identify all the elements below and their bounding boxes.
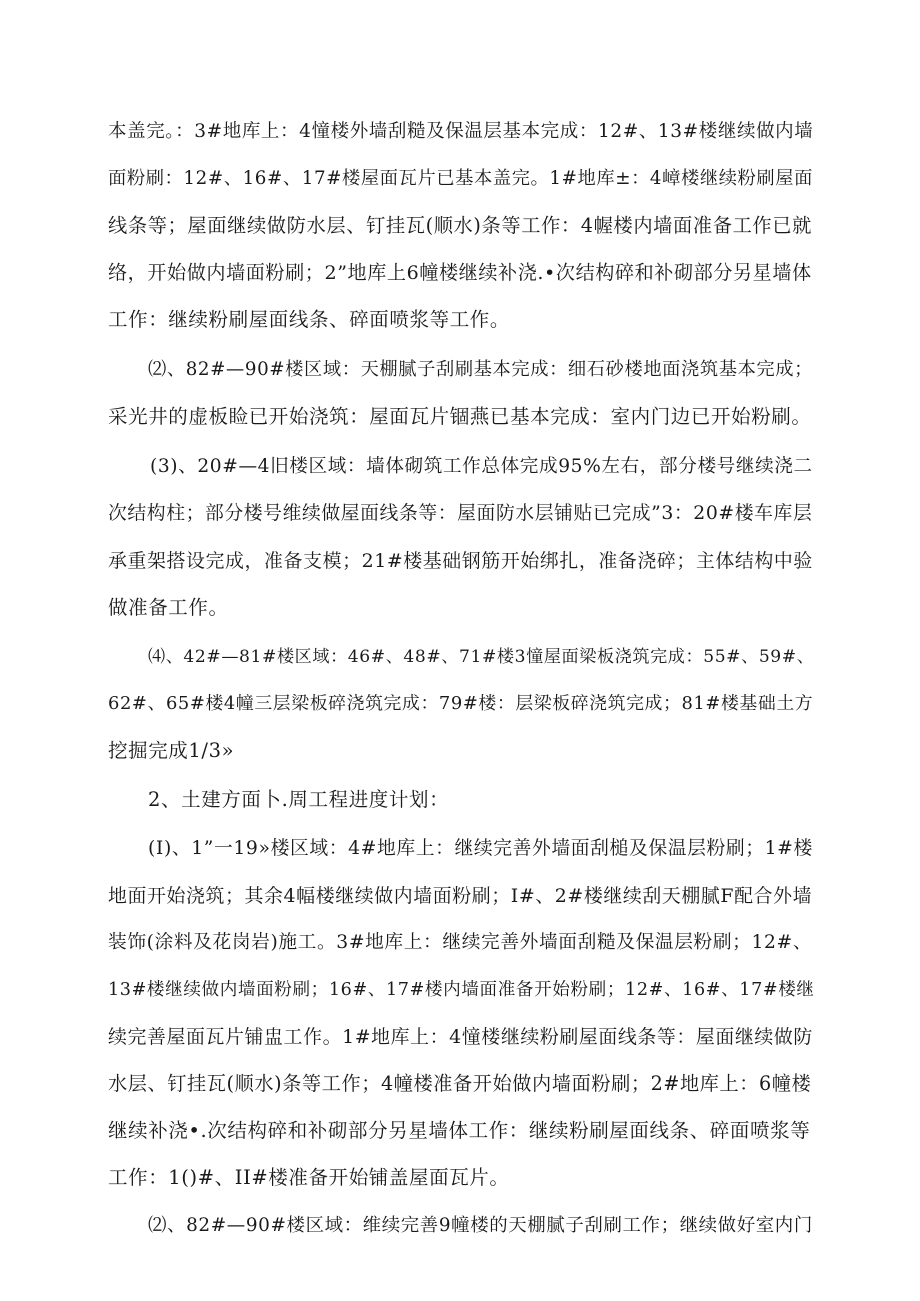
text-line: 本盖完。：3#地库上：4憧楼外墙刮糙及保温层基本完成：12#、13#楼继续做内墙 (108, 121, 814, 142)
text-line: 62#、65#楼4幢三层梁板碎浇筑完成：79#楼：层梁板碎浇筑完成；81#楼基础土方 (108, 693, 814, 714)
text-line: 面粉刷：12#、16#、17#楼屋面瓦片已基本盖完。1#地库±：4嶂楼继续粉刷屋面 (108, 168, 813, 189)
paragraph-start: (3)、20#—4旧楼区域：墙体砌筑工作总体完成95%左右，部分楼号继续浇二 (150, 456, 813, 477)
paragraph-start: (I)、1”一19»楼区域：4#地库上：继续完善外墙面刮槌及保温层粉刷；1#楼 (148, 838, 813, 859)
text-line: 采光井的虚板睑已开始浇筑：屋面瓦片锢燕已基本完成：室内门边已开始粉刷。 (108, 405, 812, 428)
text-line: 工作：1()#、II#楼准备开始铺盖屋面瓦片。 (108, 1166, 510, 1189)
text-line: 水层、钉挂瓦(顺水)条等工作；4幢楼准备开始做内墙面粉刷；2#地库上：6幢楼 (108, 1072, 812, 1095)
text-line: 次结构柱；部分楼号维续做屋面线条等：屋面防水层铺贴已完成”3：20#楼车库层 (108, 503, 813, 524)
text-line: 继续补浇•.次结构碎和补砌部分另星墙体工作：继续粉刷屋面线条、碎面喷浆等 (108, 1119, 811, 1142)
text-line: 线条等；屋面继续做防水层、钉挂瓦(顺水)条等工作：4幄楼内墙面准备工作已就 (108, 214, 812, 237)
text-line: 地面开始浇筑；其余4幅楼继续做内墙面粉刷；I#、2#楼继续刮天棚腻F配合外墙 (108, 885, 813, 907)
text-line: 工作：继续粉刷屋面线条、碎面喷浆等工作。 (108, 308, 511, 331)
paragraph-start: ⑵、82#—90#楼区域：维续完善9幢楼的天棚腻子刮刷工作；继续做好室内门 (148, 1215, 813, 1236)
text-line: 挖掘完成1/3» (108, 739, 235, 762)
text-line: 续完善屋面瓦片铺盅工作。1#地库上：4憧楼继续粉刷屋面线条等：屋面继续做防 (108, 1026, 813, 1048)
text-line: 承重架搭设完成，准备支模；21#楼基础钢筋开始绑扎，准备浇碎；主体结构中验 (108, 550, 813, 572)
paragraph-start: ⑷、42#—81#楼区域：46#、48#、71#楼3憧屋面梁板浇筑完成：55#、59#、 (148, 647, 815, 667)
section-heading: 2、土建方面卜.周工程进度计划： (148, 788, 450, 811)
text-line: 做准备工作。 (108, 596, 229, 619)
paragraph-start: ⑵、82#—90#楼区域：天棚腻子刮刷基本完成：细石砂楼地面浇筑基本完成； (148, 359, 813, 380)
text-line: 络，开始做内墙面粉刷；2”地库上6幢楼继续补浇.•次结构碎和补砌部分另星墙体 (108, 261, 812, 284)
text-line: 13#楼继续做内墙面粉刷；16#、17#楼内墙面准备开始粉刷；12#、16#、17#楼继 (108, 980, 815, 1000)
text-line: 装饰(涂料及花岗岩)施工。3#地库上：继续完善外墙面刮糙及保温层粉刷；12#、 (108, 932, 813, 953)
